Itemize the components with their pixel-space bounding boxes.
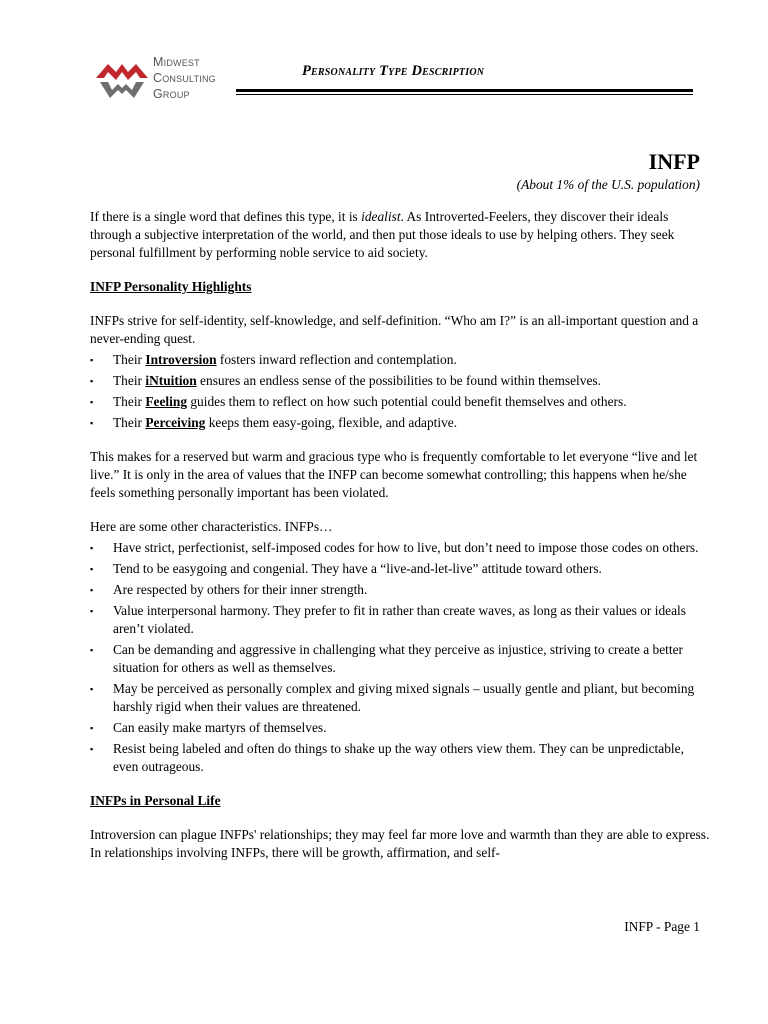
item-text: Are respected by others for their inner strength.	[113, 582, 368, 597]
highlights-summary: This makes for a reserved but warm and gracious type who is frequently comfortable to let everyone “live and let live.” It is only in the area of values that the INFP can become somewhat controlling; this happens when he/she feels something personally important has been violated.	[90, 449, 698, 500]
document-title: Personality Type Description	[302, 63, 485, 79]
logo-mark-icon	[94, 58, 150, 100]
list-item	[90, 680, 710, 716]
characteristics-lead: Here are some other characteristics. INFPs…	[90, 519, 333, 534]
list-item	[90, 539, 710, 557]
type-population: (About 1% of the U.S. population)	[516, 177, 700, 192]
item-text: Their	[113, 415, 146, 430]
logo-line-3: Group	[153, 87, 190, 101]
list-item	[90, 719, 710, 737]
header-rule-thick	[236, 89, 693, 92]
list-item	[90, 414, 710, 432]
bullet-icon: ▪	[90, 564, 94, 574]
page-footer: INFP - Page 1	[624, 919, 700, 934]
list-item	[90, 740, 710, 776]
bullet-icon: ▪	[90, 723, 94, 733]
item-text: keeps them easy-going, flexible, and adaptive.	[205, 415, 458, 430]
bullet-icon: ▪	[90, 744, 94, 754]
item-text: Tend to be easygoing and congenial. They have a “live-and-let-live” attitude toward others.	[113, 561, 602, 576]
item-text: ensures an endless sense of the possibilities to be found within themselves.	[196, 373, 601, 388]
bullet-icon: ▪	[90, 397, 94, 407]
section-heading-highlights: INFP Personality Highlights	[90, 279, 252, 294]
bullet-icon: ▪	[90, 606, 94, 616]
characteristics-list	[90, 539, 710, 776]
header-rule-thin	[236, 94, 693, 95]
logo-wordmark	[153, 54, 216, 102]
list-item	[90, 393, 710, 411]
item-text: Resist being labeled and often do things to shake up the way others view them. They can be unpredictable, even outrageous.	[113, 741, 684, 774]
list-item	[90, 602, 710, 638]
bullet-icon: ▪	[90, 355, 94, 365]
type-name: INFP	[648, 149, 700, 174]
bullet-icon: ▪	[90, 376, 94, 386]
term-intuition: iNtuition	[145, 373, 197, 388]
list-item	[90, 372, 710, 390]
intro-text-before: If there is a single word that defines this type, it is	[90, 209, 362, 224]
item-text: fosters inward reflection and contemplation.	[216, 352, 457, 367]
bullet-icon: ▪	[90, 543, 94, 553]
bullet-icon: ▪	[90, 684, 94, 694]
company-logo	[94, 54, 234, 102]
term-perceiving: Perceiving	[145, 415, 206, 430]
item-text: Can easily make martyrs of themselves.	[113, 720, 327, 735]
list-item	[90, 641, 710, 677]
item-text: Value interpersonal harmony. They prefer to fit in rather than create waves, as long as their values or ideals aren’t violated.	[113, 603, 686, 636]
item-text: guides them to reflect on how such potential could benefit themselves and others.	[187, 394, 627, 409]
document-body	[90, 208, 710, 865]
bullet-icon: ▪	[90, 645, 94, 655]
intro-emphasis: idealist	[361, 209, 401, 224]
item-text: Have strict, perfectionist, self-imposed codes for how to live, but don’t need to impose those codes on others.	[113, 540, 699, 555]
highlights-list	[90, 351, 710, 432]
list-item	[90, 560, 710, 578]
section-heading-personal-life: INFPs in Personal Life	[90, 793, 221, 808]
list-item	[90, 351, 710, 369]
term-feeling: Feeling	[145, 394, 188, 409]
highlights-lead: INFPs strive for self-identity, self-knowledge, and self-definition. “Who am I?” is an all-important question and a never-ending quest.	[90, 313, 699, 346]
logo-line-2: Consulting	[153, 71, 216, 85]
logo-line-1: Midwest	[153, 55, 200, 69]
intro-paragraph	[90, 208, 710, 262]
bullet-icon: ▪	[90, 585, 94, 595]
bullet-icon: ▪	[90, 418, 94, 428]
item-text: Their	[113, 352, 146, 367]
list-item	[90, 581, 710, 599]
item-text: May be perceived as personally complex and giving mixed signals – usually gentle and pliant, but becoming harshly rigid when their values are threatened.	[113, 681, 695, 714]
personal-life-paragraph: Introversion can plague INFPs' relationships; they may feel far more love and warmth than they are able to express. In relationships involving INFPs, there will be growth, affirmation, and self-	[90, 827, 710, 860]
item-text: Can be demanding and aggressive in challenging what they perceive as injustice, striving to create a better situation for others as well as themselves.	[113, 642, 684, 675]
intro-text-after: . As Introverted-Feelers, they discover their ideals through a subjective interpretation of the world, and then put those ideals to use by helping others. They seek personal fulfillment by performing noble service to aid society.	[90, 209, 675, 260]
item-text: Their	[113, 373, 146, 388]
item-text: Their	[113, 394, 146, 409]
term-introversion: Introversion	[145, 352, 217, 367]
